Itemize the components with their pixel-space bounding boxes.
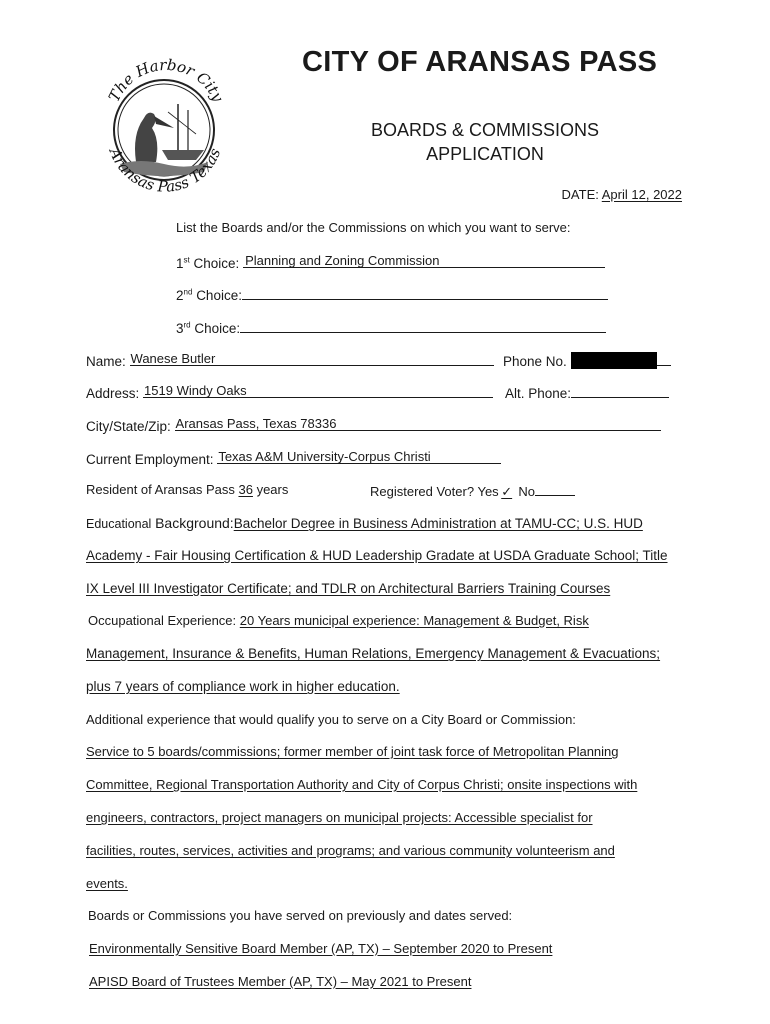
second-choice-label: Choice:: [196, 288, 242, 303]
voter-label: Registered Voter?: [370, 484, 475, 499]
third-choice-field[interactable]: [240, 319, 606, 333]
second-choice-row: [176, 286, 608, 303]
city-field[interactable]: [175, 417, 661, 431]
third-choice-row: [176, 319, 606, 336]
name-label: Name:: [86, 354, 126, 369]
education-label-small: Educational: [86, 517, 152, 531]
previous-line-2[interactable]: APISD Board of Trustees Member (AP, TX) – May 2021 to Present: [89, 974, 472, 989]
occupation-line-2[interactable]: Management, Insurance & Benefits, Human Relations, Emergency Management & Evacuations;: [86, 646, 661, 661]
address-field[interactable]: [143, 384, 493, 398]
additional-label: Additional experience that would qualify you to serve on a City Board or Commission:: [86, 712, 576, 727]
address-label: Address:: [86, 386, 140, 401]
alt-phone-field[interactable]: [571, 384, 669, 398]
third-choice-number: 3: [176, 321, 184, 336]
city-row: [86, 417, 661, 434]
employment-field[interactable]: [217, 450, 501, 464]
employment-label: Current Employment:: [86, 452, 214, 467]
previous-label: Boards or Commissions you have served on previously and dates served:: [88, 908, 513, 923]
second-choice-number: 2: [176, 288, 184, 303]
additional-line-4[interactable]: facilities, routes, services, activities and programs; and various community volunteerism and: [86, 843, 615, 858]
additional-line-5[interactable]: events.: [86, 876, 128, 891]
voter-yes-label: Yes: [477, 484, 499, 499]
first-choice-number: 1: [176, 256, 184, 271]
redacted-phone-box: [571, 352, 657, 369]
voter-no-field[interactable]: [535, 482, 575, 496]
address-value: 1519 Windy Oaks: [144, 383, 247, 398]
education-label-large: Background:: [155, 515, 234, 531]
name-value: Wanese Butler: [130, 351, 216, 366]
third-choice-sup: rd: [183, 320, 191, 330]
phone-label: Phone No.: [503, 354, 567, 369]
additional-line-1[interactable]: Service to 5 boards/commissions; former member of joint task force of Metropolitan Planning: [86, 744, 619, 759]
education-line-1[interactable]: Bachelor Degree in Business Administration at TAMU-CC; U.S. HUD: [233, 516, 643, 531]
previous-line-1[interactable]: Environmentally Sensitive Board Member (AP, TX) – September 2020 to Present: [89, 941, 553, 956]
resident-row: [86, 482, 288, 497]
name-field[interactable]: [130, 352, 494, 366]
second-choice-field[interactable]: [242, 286, 608, 300]
first-choice-field[interactable]: [243, 254, 605, 268]
additional-line-2[interactable]: Committee, Regional Transportation Authority and City of Corpus Christi; onsite inspections with: [86, 777, 638, 792]
alt-phone-label: Alt. Phone:: [505, 386, 572, 401]
alt-phone-row: [505, 384, 669, 401]
third-choice-label: Choice:: [194, 321, 241, 336]
seal-bottom-text: Aransas Pass Texas: [105, 145, 225, 196]
occupation-line-3[interactable]: plus 7 years of compliance work in higher education.: [86, 679, 400, 694]
first-choice-value: Planning and Zoning Commission: [245, 253, 440, 268]
city-value: Aransas Pass, Texas 78336: [175, 416, 337, 431]
employment-value: Texas A&M University-Corpus Christi: [218, 449, 431, 464]
form-subtitle-line1: BOARDS & COMMISSIONS: [370, 120, 600, 140]
address-row: [86, 384, 493, 401]
form-subtitle-line2: APPLICATION: [426, 144, 544, 164]
resident-years-value[interactable]: 36: [238, 482, 253, 497]
choices-instruction: List the Boards and/or the Commissions on which you want to serve:: [176, 220, 571, 235]
occupation-line-1[interactable]: 20 Years municipal experience: Management & Budget, Risk: [239, 613, 589, 628]
seal-top-text: The Harbor City: [104, 55, 228, 105]
date-field: [562, 187, 682, 202]
occupation-row: [88, 613, 589, 628]
first-choice-row: [176, 254, 605, 271]
first-choice-sup: st: [183, 255, 190, 265]
employment-row: [86, 450, 501, 467]
city-label: City/State/Zip:: [86, 419, 171, 434]
name-row: [86, 352, 494, 369]
occupation-label: Occupational Experience:: [88, 613, 237, 628]
education-line-3[interactable]: IX Level III Investigator Certificate; and TDLR on Architectural Barriers Training Courses: [86, 581, 611, 596]
phone-row: [503, 352, 671, 369]
first-choice-label: Choice:: [193, 256, 240, 271]
education-row: [86, 515, 643, 531]
resident-label: Resident of Aransas Pass: [86, 482, 235, 497]
city-seal-logo: [96, 44, 232, 204]
voter-yes-checkmark[interactable]: ✓: [501, 484, 513, 499]
voter-row: [370, 482, 575, 500]
date-value[interactable]: April 12, 2022: [601, 187, 682, 202]
education-line-2[interactable]: Academy - Fair Housing Certification & HUD Leadership Gradate at USDA Graduate School; Title: [86, 548, 668, 563]
date-label: DATE:: [561, 187, 599, 202]
additional-line-3[interactable]: engineers, contractors, project managers on municipal projects: Accessible specialist for: [86, 810, 593, 825]
page-title: CITY OF ARANSAS PASS: [302, 46, 658, 78]
voter-no-label: No: [518, 484, 535, 499]
second-choice-sup: nd: [183, 287, 193, 297]
phone-field[interactable]: [657, 352, 671, 366]
resident-years-suffix: years: [256, 482, 289, 497]
